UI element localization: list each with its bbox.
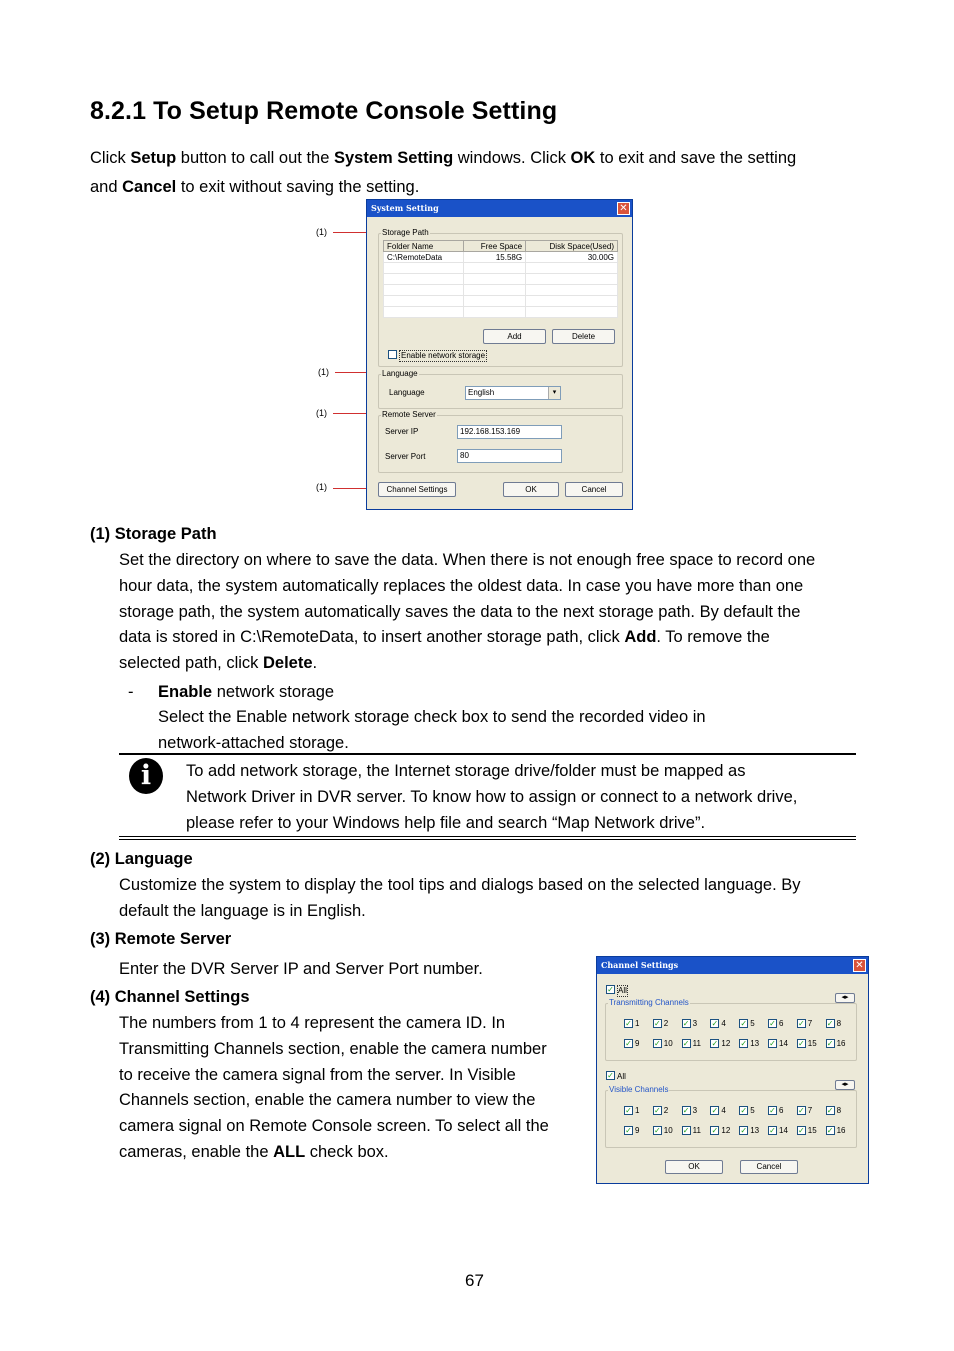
channel-settings-text: Channels section, enable the camera number to view the xyxy=(119,1091,536,1109)
visible-channel-checkbox[interactable]: ✓ xyxy=(682,1126,690,1135)
visible-channel-label: 6 xyxy=(779,1106,784,1115)
remote-server-heading: (3) Remote Server xyxy=(90,930,232,948)
transmitting-channel-checkbox[interactable]: ✓ xyxy=(682,1019,690,1028)
transmitting-channel-checkbox[interactable]: ✓ xyxy=(769,1019,776,1028)
column-header[interactable]: Folder Name xyxy=(384,241,464,252)
language-select[interactable]: English ▾ xyxy=(465,386,561,400)
transmitting-channel-label: 16 xyxy=(836,1039,846,1048)
channel-settings-text: cameras, enable the ALL check box. xyxy=(119,1143,389,1161)
transmitting-channel-label: 2 xyxy=(663,1019,669,1028)
close-icon[interactable]: ✕ xyxy=(853,959,866,972)
channel-settings-text: to receive the camera signal from the server. In Visible xyxy=(119,1066,516,1084)
ok-button[interactable]: OK xyxy=(665,1160,723,1174)
visible-channel-checkbox[interactable]: ✓ xyxy=(826,1106,834,1115)
channel-settings-text: Transmitting Channels section, enable the camera number xyxy=(119,1040,547,1058)
visible-channel-checkbox[interactable]: ✓ xyxy=(625,1126,632,1135)
enable-network-label[interactable]: Enable network storage xyxy=(401,351,486,360)
transmitting-channel-checkbox[interactable]: ✓ xyxy=(625,1019,632,1028)
transmitting-channel-checkbox[interactable]: ✓ xyxy=(711,1039,719,1048)
remote-server-group xyxy=(378,410,623,473)
channel-settings-window xyxy=(596,956,869,1184)
visible-all-label[interactable]: All xyxy=(617,1072,626,1081)
visible-channel-label: 11 xyxy=(692,1126,701,1135)
intro-line-1: Click Setup button to call out the System Setting windows. Click OK to exit and save the setting xyxy=(90,149,797,167)
transmitting-channel-checkbox[interactable]: ✓ xyxy=(740,1039,748,1048)
server-ip-label: Server IP xyxy=(385,427,419,436)
remote-server-text: Enter the DVR Server IP and Server Port number. xyxy=(119,960,483,978)
note-top-rule xyxy=(119,753,856,755)
transmitting-channel-label: 1 xyxy=(635,1019,640,1028)
note-text: Network Driver in DVR server. To know how to assign or connect to a network drive, xyxy=(186,788,798,806)
channel-settings-text: The numbers from 1 to 4 represent the camera ID. In xyxy=(119,1014,506,1032)
channel-settings-button[interactable]: Channel Settings xyxy=(378,482,456,497)
visible-channel-label: 7 xyxy=(807,1106,813,1115)
transmitting-channel-label: 14 xyxy=(779,1039,788,1048)
scroll-arrows-icon[interactable]: ◂▸ xyxy=(835,1080,855,1090)
storage-table[interactable] xyxy=(383,240,618,318)
visible-channel-checkbox[interactable]: ✓ xyxy=(826,1126,834,1135)
language-heading: (2) Language xyxy=(90,850,193,868)
system-setting-window xyxy=(366,199,633,510)
server-ip-input[interactable]: 192.168.153.169 xyxy=(457,425,562,439)
transmitting-channel-checkbox[interactable]: ✓ xyxy=(797,1039,805,1048)
close-icon[interactable]: ✕ xyxy=(617,202,630,215)
visible-channel-checkbox[interactable]: ✓ xyxy=(740,1126,748,1135)
storage-path-group xyxy=(378,228,623,367)
table-row[interactable]: C:\RemoteData 15.58G 30.00G xyxy=(384,252,618,263)
group-label: Language xyxy=(382,369,418,378)
transmitting-channel-checkbox[interactable]: ✓ xyxy=(826,1019,834,1028)
cancel-button[interactable]: Cancel xyxy=(565,482,623,497)
callout-language: (1) xyxy=(318,367,329,377)
transmitting-channel-checkbox[interactable]: ✓ xyxy=(797,1019,805,1028)
language-text: default the language is in English. xyxy=(119,902,366,920)
visible-channel-checkbox[interactable]: ✓ xyxy=(711,1126,719,1135)
visible-channel-label: 5 xyxy=(750,1106,755,1115)
enable-network-title: Enable network storage xyxy=(158,683,335,701)
visible-channel-checkbox[interactable]: ✓ xyxy=(769,1106,776,1115)
visible-channel-label: 12 xyxy=(721,1126,731,1135)
group-label: Remote Server xyxy=(382,410,436,419)
scroll-arrows-icon[interactable]: ◂▸ xyxy=(835,993,855,1003)
language-label: Language xyxy=(389,388,425,397)
visible-channel-label: 9 xyxy=(635,1126,640,1135)
transmitting-channel-checkbox[interactable]: ✓ xyxy=(826,1039,834,1048)
transmitting-channel-label: 13 xyxy=(750,1039,760,1048)
storage-path-text: data is stored in C:\RemoteData, to insert another storage path, click Add. To remove the xyxy=(119,628,770,646)
visible-channel-checkbox[interactable]: ✓ xyxy=(740,1106,748,1115)
callout-channel: (1) xyxy=(316,482,327,492)
visible-channel-label: 3 xyxy=(692,1106,698,1115)
transmitting-channel-checkbox[interactable]: ✓ xyxy=(682,1039,690,1048)
info-icon: i xyxy=(129,758,163,794)
window-title: Channel Settings xyxy=(597,957,868,974)
transmitting-channel-label: 11 xyxy=(692,1039,701,1048)
transmitting-channel-label: 3 xyxy=(692,1019,698,1028)
visible-channel-checkbox[interactable]: ✓ xyxy=(625,1106,632,1115)
language-text: Customize the system to display the tool tips and dialogs based on the selected language. By xyxy=(119,876,801,894)
server-port-label: Server Port xyxy=(385,452,426,461)
transmitting-channel-label: 7 xyxy=(807,1019,813,1028)
language-group xyxy=(378,369,623,409)
visible-channel-label: 16 xyxy=(836,1126,846,1135)
transmitting-channel-label: 4 xyxy=(721,1019,726,1028)
transmitting-channel-checkbox[interactable]: ✓ xyxy=(711,1019,719,1028)
visible-channel-label: 15 xyxy=(807,1126,817,1135)
visible-channel-label: 1 xyxy=(635,1106,640,1115)
visible-channel-label: 2 xyxy=(663,1106,669,1115)
group-label: Storage Path xyxy=(382,228,429,237)
enable-network-checkbox[interactable] xyxy=(388,350,397,359)
visible-channel-label: 8 xyxy=(836,1106,842,1115)
visible-channel-checkbox[interactable]: ✓ xyxy=(653,1126,661,1135)
storage-path-heading: (1) Storage Path xyxy=(90,525,217,543)
server-port-input[interactable]: 80 xyxy=(457,449,562,463)
column-header[interactable]: Disk Space(Used) xyxy=(526,241,618,252)
note-text: please refer to your Windows help file and search “Map Network drive”. xyxy=(186,814,706,832)
visible-channel-checkbox[interactable]: ✓ xyxy=(711,1106,719,1115)
storage-path-text: storage path, the system automatically saves the data to the next storage path. By default the xyxy=(119,603,801,621)
visible-channel-checkbox[interactable]: ✓ xyxy=(653,1106,661,1115)
enable-network-text: network-attached storage. xyxy=(158,734,349,752)
storage-path-text: hour data, the system automatically replaces the oldest data. In case you have more than one xyxy=(119,577,804,595)
note-text: To add network storage, the Internet storage drive/folder must be mapped as xyxy=(186,762,746,780)
transmitting-channel-label: 10 xyxy=(663,1039,673,1048)
column-header[interactable]: Free Space xyxy=(463,241,525,252)
storage-path-text: selected path, click Delete. xyxy=(119,654,318,672)
transmitting-channel-label: 6 xyxy=(779,1019,784,1028)
transmitting-channel-label: 15 xyxy=(807,1039,817,1048)
transmitting-channel-checkbox[interactable]: ✓ xyxy=(625,1039,632,1048)
transmitting-channel-label: 8 xyxy=(836,1019,842,1028)
add-button[interactable]: Add xyxy=(483,329,546,344)
intro-line-2: and Cancel to exit without saving the setting. xyxy=(90,178,420,196)
visible-channel-checkbox[interactable]: ✓ xyxy=(682,1106,690,1115)
visible-group xyxy=(605,1085,857,1148)
group-label: Visible Channels xyxy=(609,1085,669,1094)
enable-network-text: Select the Enable network storage check box to send the recorded video in xyxy=(158,708,706,726)
callout-storage: (1) xyxy=(316,227,327,237)
transmitting-all-label[interactable]: All xyxy=(618,986,627,995)
note-bottom-rule xyxy=(119,836,856,837)
cancel-button[interactable]: Cancel xyxy=(740,1160,798,1174)
visible-channel-checkbox[interactable]: ✓ xyxy=(797,1126,805,1135)
transmitting-channel-checkbox[interactable]: ✓ xyxy=(769,1039,776,1048)
page-number: 67 xyxy=(465,1271,484,1290)
bullet-dash: - xyxy=(128,683,134,701)
window-title: System Setting xyxy=(367,200,632,217)
transmitting-channel-label: 9 xyxy=(635,1039,640,1048)
transmitting-channel-checkbox[interactable]: ✓ xyxy=(740,1019,748,1028)
visible-channel-checkbox[interactable]: ✓ xyxy=(769,1126,776,1135)
transmitting-channel-label: 5 xyxy=(750,1019,755,1028)
transmitting-channel-label: 12 xyxy=(721,1039,731,1048)
section-heading: 8.2.1 To Setup Remote Console Setting xyxy=(90,97,558,125)
transmitting-all-checkbox[interactable]: ✓ xyxy=(607,985,614,994)
transmitting-channel-checkbox[interactable]: ✓ xyxy=(653,1039,661,1048)
visible-channel-label: 10 xyxy=(663,1126,673,1135)
visible-channel-label: 14 xyxy=(779,1126,788,1135)
group-label: Transmitting Channels xyxy=(609,998,689,1007)
note-bottom-rule xyxy=(119,839,856,840)
visible-all-checkbox[interactable]: ✓ xyxy=(607,1071,614,1080)
delete-button[interactable]: Delete xyxy=(552,329,615,344)
callout-remote: (1) xyxy=(316,408,327,418)
storage-path-text: Set the directory on where to save the data. When there is not enough free space to record one xyxy=(119,551,816,569)
chevron-down-icon[interactable]: ▾ xyxy=(548,387,560,399)
channel-settings-text: camera signal on Remote Console screen. To select all the xyxy=(119,1117,549,1135)
visible-channel-label: 4 xyxy=(721,1106,726,1115)
ok-button[interactable]: OK xyxy=(503,482,559,497)
visible-channel-checkbox[interactable]: ✓ xyxy=(797,1106,805,1115)
transmitting-channel-checkbox[interactable]: ✓ xyxy=(653,1019,661,1028)
channel-settings-heading: (4) Channel Settings xyxy=(90,988,250,1006)
transmitting-group xyxy=(605,998,857,1061)
visible-channel-label: 13 xyxy=(750,1126,760,1135)
